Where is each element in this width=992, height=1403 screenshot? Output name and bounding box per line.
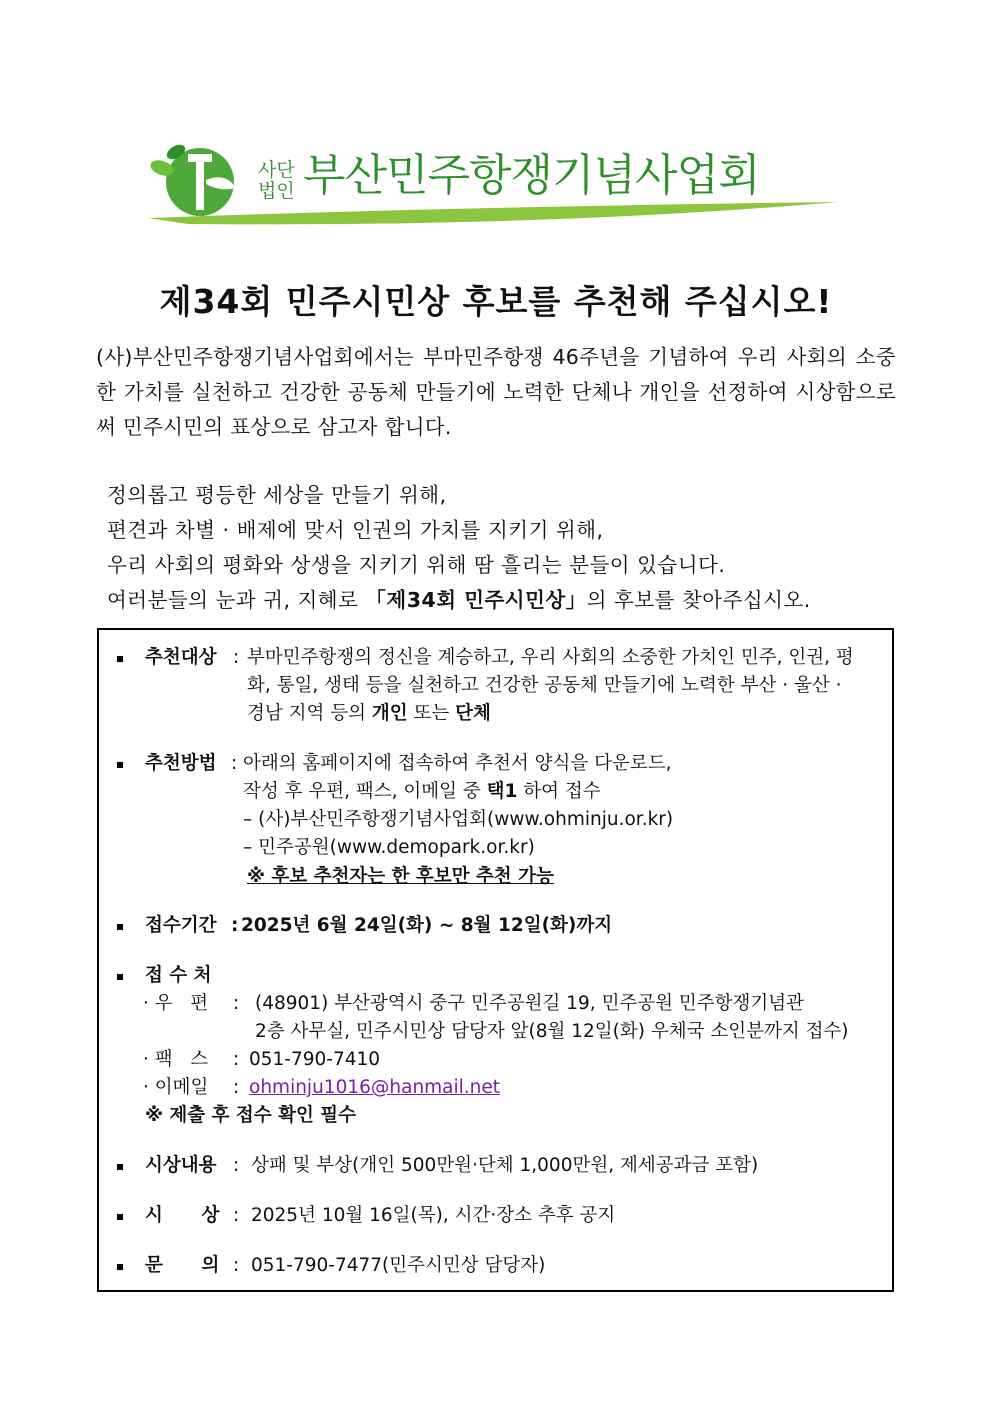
- bullet-icon: [117, 1164, 123, 1170]
- logo-corporate-label: 사단 법인: [258, 159, 295, 202]
- bullet-icon: [117, 1264, 123, 1270]
- post-address: (48901) 부산광역시 중구 민주공원길 19, 민주공원 민주항쟁기념관: [255, 993, 805, 1014]
- organization-logo: [148, 132, 848, 247]
- period-value: 2025년 6월 24일(화) ~ 8월 12일(화)까지: [241, 915, 613, 936]
- inquiry-label: 문 의: [145, 1255, 220, 1276]
- page-title: 제34회 민주시민상 후보를 추천해 주십시오!: [159, 282, 833, 321]
- fax-label: · 팩 스: [143, 1049, 209, 1070]
- award-label: 시상내용: [145, 1155, 217, 1176]
- fax-number: 051-790-7410: [249, 1049, 381, 1070]
- method-label: 추천방법: [145, 753, 217, 774]
- intro-paragraph: (사)부산민주항쟁기념사업회에서는 부마민주항쟁 46주년을 기념하여 우리 사회의 소중한 가치를 실천하고 건강한 공동체 만들기에 노력한 단체나 개인을 선정하여 시상함으로써 민주시민의 표상으로 삼고자 합니다.: [96, 345, 896, 439]
- target-line: 화, 통일, 생태 등을 실천하고 건강한 공동체 만들기에 노력한 부산 · 울산 ·: [247, 675, 842, 696]
- post-label: · 우 편: [143, 993, 209, 1014]
- receipt-note: ※ 제출 후 접수 확인 필수: [145, 1105, 357, 1126]
- bullet-icon: [117, 974, 123, 980]
- verse-line: 정의롭고 평등한 세상을 만들기 위해,: [107, 483, 447, 507]
- method-line: 작성 후 우편, 팩스, 이메일 중 택1 하여 접수: [243, 781, 601, 802]
- target-line: 경남 지역 등의 개인 또는 단체: [247, 703, 491, 724]
- target-line: 부마민주항쟁의 정신을 계승하고, 우리 사회의 소중한 가치인 민주, 인권, 평: [247, 647, 854, 668]
- bullet-icon: [117, 762, 123, 768]
- logo-organization-name: 부산민주항쟁기념사업회: [303, 150, 760, 201]
- verse-line: 우리 사회의 평화와 상생을 지키기 위해 땀 흘리는 분들이 있습니다.: [107, 553, 726, 577]
- appeal-verse: [107, 478, 897, 618]
- bullet-icon: [117, 656, 123, 662]
- email-link[interactable]: ohminju1016@hanmail.net: [249, 1077, 501, 1098]
- details-box: 추천대상 : 부마민주항쟁의 정신을 계승하고, 우리 사회의 소중한 가치인 민주, 인권, 평 화, 통일, 생태 등을 실천하고 건강한 공동체 만들기에 노력한 부산 · 울산 · 경남 지역 등의 개인 또는 단체 추천방법 : 아래의 홈페이지에 접속하여 추천서 양식을 다운로드, 작성 후 우편, 팩스, 이메일 중 택1 하여 접수 – (사)부산민주항쟁기념사업회(www.ohminju.or.kr) – 민주공원(www.demopark.or.kr) ※ 후보 추천자는 한 후보만 추천 가능 접수기간 : 2025년 6월 24일(화) ~ 8월 12일(화)까지 접 수 처 · 우 편 : (48901) 부산광역시 중구 민주공원길 19, 민주공원 민주항쟁기념관 2층 사무실, 민주시민상 담당자 앞(8월 12일(화) 우체국 소인분까지 접수) · 팩 스 : 051-790-7410 · 이메일 : ohminju1016@hanmail.net ※ 제출 후 접수 확인 필수 시상내용 : 상패 및 부상(개인 500만원·단체 1,000만원, 제세공과금 포함) 시 상 : 2025년 10월 16일(목), 시간·장소 추후 공지 문 의 : 051-790-7477(민주시민상 담당자): [97, 628, 894, 1292]
- receipt-label: 접 수 처: [145, 965, 212, 986]
- award-value: 상패 및 부상(개인 500만원·단체 1,000만원, 제세공과금 포함): [251, 1155, 759, 1176]
- demopark-website: – 민주공원(www.demopark.or.kr): [243, 837, 535, 858]
- post-address-detail: 2층 사무실, 민주시민상 담당자 앞(8월 12일(화) 우체국 소인분까지 접수): [255, 1021, 849, 1042]
- award-name: 「제34회 민주시민상」: [365, 588, 587, 612]
- bullet-icon: [117, 1214, 123, 1220]
- method-line: 아래의 홈페이지에 접속하여 추천서 양식을 다운로드,: [243, 753, 672, 774]
- method-note: ※ 후보 추천자는 한 후보만 추천 가능: [247, 866, 554, 887]
- verse-line: 여러분들의 눈과 귀, 지혜로 「제34회 민주시민상」의 후보를 찾아주십시오.: [107, 588, 811, 612]
- verse-line: 편견과 차별 · 배제에 맞서 인권의 가치를 지키기 위해,: [107, 518, 604, 542]
- bullet-icon: [117, 924, 123, 930]
- inquiry-value: 051-790-7477(민주시민상 담당자): [251, 1255, 546, 1276]
- ceremony-label: 시 상: [145, 1205, 220, 1226]
- target-label: 추천대상: [145, 647, 217, 668]
- period-label: 접수기간: [145, 915, 217, 936]
- ohminju-website: – (사)부산민주항쟁기념사업회(www.ohminju.or.kr): [243, 809, 674, 830]
- email-label: · 이메일: [143, 1077, 209, 1098]
- ceremony-value: 2025년 10월 16일(목), 시간·장소 추후 공지: [251, 1205, 616, 1226]
